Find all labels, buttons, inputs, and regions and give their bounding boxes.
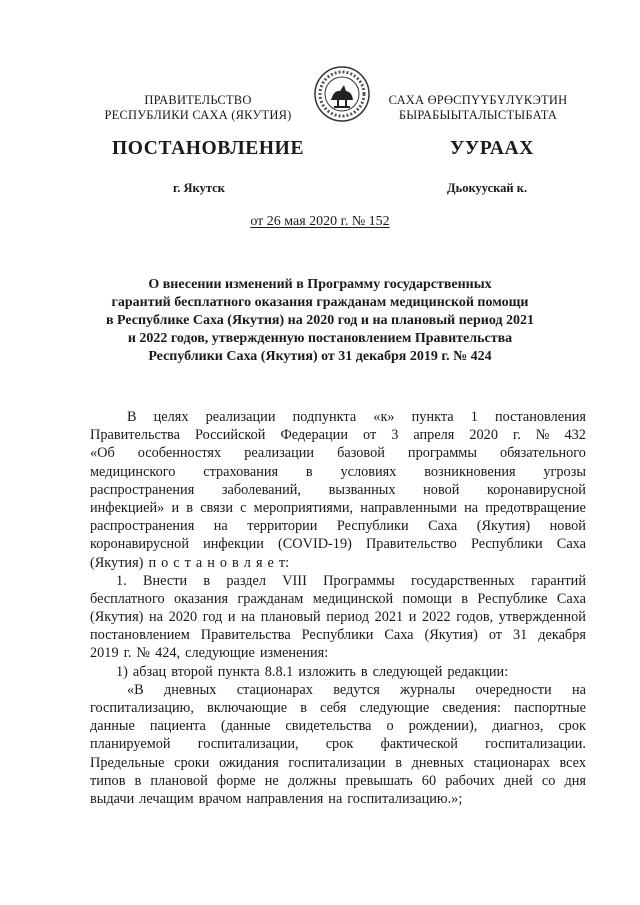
- body-word: дневных: [163, 681, 217, 698]
- body-word: рождении),: [408, 718, 478, 735]
- body-word: (Якутия): [90, 609, 144, 626]
- body-word: рабочих: [445, 772, 495, 789]
- body-word: 31: [513, 627, 528, 644]
- body-word: очередности: [475, 681, 552, 698]
- government-name-line-2: РЕСПУБЛИКИ САХА (ЯКУТИЯ): [104, 108, 292, 122]
- body-word: Республики: [301, 627, 374, 644]
- body-word: год: [202, 609, 223, 626]
- body-word: должны: [287, 772, 337, 789]
- body-word: изменения:: [259, 645, 329, 662]
- body-word: плановый: [260, 609, 321, 626]
- body-word: е: [267, 554, 274, 571]
- body-word: Саха: [556, 590, 586, 607]
- body-word: от: [362, 427, 377, 444]
- body-word: п: [148, 554, 157, 571]
- body-word: мероприятиями,: [253, 499, 354, 516]
- body-word: 424,: [155, 645, 181, 662]
- body-word: следующие: [359, 700, 430, 716]
- body-word: помощи: [402, 590, 452, 607]
- body-line: [90, 681, 586, 699]
- body-word: на: [149, 609, 164, 626]
- body-word: распространения: [90, 481, 195, 498]
- body-word: в: [461, 590, 469, 607]
- body-word: направленными: [360, 499, 457, 516]
- body-word: л: [243, 554, 251, 571]
- body-word: типов: [90, 772, 126, 789]
- body-line: [90, 535, 586, 553]
- body-word: VIII: [282, 572, 307, 589]
- body-line: [90, 554, 586, 572]
- body-word: включающие: [206, 700, 288, 716]
- body-word: в: [305, 463, 313, 480]
- body-word: свидетельства: [285, 718, 372, 735]
- body-word: в: [360, 663, 368, 680]
- body-word: возникновения: [424, 463, 516, 480]
- body-word: в: [395, 754, 403, 771]
- body-word: (Якутия): [476, 518, 531, 535]
- document-body: [90, 408, 586, 808]
- body-line: [90, 408, 586, 426]
- body-word: декабря: [538, 627, 586, 644]
- body-line: [90, 772, 586, 790]
- body-word: коронавирусной: [90, 536, 189, 553]
- body-word: госпитализацию,: [90, 700, 194, 716]
- body-word: лечащим: [139, 790, 194, 807]
- doc-type-russian: ПОСТАНОВЛЕНИЕ: [112, 138, 305, 159]
- title-line: в Республике Саха (Якутия) на 2020 год и на плановый период 2021: [105, 313, 535, 328]
- body-word: территории: [247, 518, 318, 535]
- government-name-line-1: ПРАВИТЕЛЬСТВО: [144, 93, 252, 107]
- body-word: Саха: [428, 518, 458, 535]
- body-word: пункта: [217, 663, 260, 680]
- body-word: на: [241, 609, 256, 626]
- body-word: о: [219, 554, 228, 571]
- body-word: угрозы: [543, 463, 586, 480]
- body-word: изложить: [298, 663, 356, 680]
- body-word: и: [171, 499, 180, 516]
- body-word: Республики: [336, 518, 409, 535]
- body-word: госпитализацию.»;: [347, 790, 463, 807]
- title-line: О внесении изменений в Программу государственных: [148, 277, 492, 292]
- body-word: о: [386, 718, 394, 735]
- body-line: [90, 754, 586, 772]
- body-line: [90, 572, 586, 590]
- body-word: 2019: [90, 645, 119, 662]
- body-word: срок: [558, 718, 586, 735]
- title-line: гарантий бесплатного оказания гражданам медицинской помощи: [111, 295, 529, 310]
- body-word: редакции:: [447, 663, 509, 680]
- body-word: госпитализации,: [197, 736, 299, 753]
- body-word: стационарах: [236, 681, 313, 698]
- body-word: постановлением: [90, 627, 190, 644]
- body-word: направления: [246, 790, 324, 807]
- body-word: предотвращение: [485, 499, 586, 516]
- body-line: [90, 663, 586, 681]
- body-word: связи: [200, 499, 233, 516]
- body-word: с: [173, 554, 180, 571]
- body-word: следующие: [185, 645, 255, 662]
- body-word: врачом: [198, 790, 242, 807]
- body-word: плановой: [150, 772, 208, 789]
- body-word: журналы: [400, 681, 456, 698]
- body-word: Правительства: [200, 627, 291, 644]
- body-line: [90, 717, 586, 735]
- body-line: [90, 735, 586, 753]
- body-line: [90, 644, 586, 662]
- body-word: новой: [549, 518, 586, 535]
- government-name-sakha-line-2: БЫРАБЫЫТАЛЫСТЫБАТА: [398, 108, 558, 122]
- government-name-russian: [93, 93, 303, 123]
- body-word: Саха: [556, 536, 586, 553]
- body-word: на: [328, 790, 343, 807]
- body-word: в: [300, 700, 307, 716]
- body-word: стационарах: [473, 754, 550, 771]
- body-word: 1: [470, 409, 478, 425]
- body-word: на: [213, 518, 228, 535]
- body-word: 60: [421, 772, 437, 789]
- body-word: выдачи: [90, 790, 135, 807]
- body-word: «к»: [373, 409, 395, 425]
- body-word: в: [134, 772, 142, 789]
- body-line: [90, 444, 586, 462]
- body-word: на: [571, 681, 586, 698]
- body-word: «Об: [90, 445, 115, 462]
- body-word: утвержденной: [498, 609, 586, 626]
- body-line: [90, 426, 586, 444]
- body-word: 1.: [116, 572, 127, 589]
- body-word: «В: [127, 681, 144, 698]
- title-line: Республики Саха (Якутия) от 31 декабря 2019 г. № 424: [148, 349, 492, 364]
- body-word: 2022: [422, 609, 451, 626]
- body-word: распространения: [90, 518, 195, 535]
- body-word: и: [408, 609, 417, 626]
- body-word: в: [203, 572, 211, 589]
- body-word: в: [186, 499, 194, 516]
- body-word: №: [535, 427, 550, 444]
- body-word: т: [184, 554, 191, 571]
- body-word: (данные: [220, 718, 271, 735]
- city-russian: г. Якутск: [173, 181, 225, 195]
- body-word: срок: [325, 736, 354, 753]
- body-word: пункта: [411, 409, 454, 425]
- body-word: реализации: [244, 445, 315, 462]
- body-word: сведения:: [442, 700, 501, 716]
- body-word: данные: [90, 718, 135, 735]
- body-line: [90, 608, 586, 626]
- body-word: подпункта: [292, 409, 357, 425]
- body-word: (Якутия): [90, 554, 144, 571]
- body-word: Республике: [477, 590, 548, 607]
- body-word: новой: [423, 481, 460, 498]
- body-word: условиях: [340, 463, 397, 480]
- body-word: следующей: [372, 663, 443, 680]
- body-word: годов,: [456, 609, 494, 626]
- body-word: В: [127, 409, 137, 425]
- body-word: особенностях: [137, 445, 222, 462]
- body-word: постановления: [494, 409, 586, 425]
- body-word: период: [326, 609, 370, 626]
- title-line: и 2022 годов, утвержденную постановлением Правительства: [127, 331, 513, 346]
- body-word: планируемой: [90, 736, 171, 753]
- body-word: Саха: [384, 627, 414, 644]
- body-word: целях: [153, 409, 189, 425]
- body-word: фактической: [380, 736, 458, 753]
- body-line: [90, 626, 586, 644]
- date-and-number: от 26 мая 2020 г. № 152: [250, 214, 390, 229]
- body-word: о: [161, 554, 169, 571]
- body-word: 1): [116, 663, 128, 680]
- body-word: дня: [564, 772, 586, 789]
- body-word: государственных: [410, 572, 515, 589]
- body-word: Программы: [323, 572, 395, 589]
- body-line: [90, 499, 586, 517]
- body-word: а: [195, 554, 203, 571]
- body-word: программы: [407, 445, 477, 462]
- body-word: второй: [171, 663, 213, 680]
- body-word: дневных: [411, 754, 465, 771]
- body-line: [90, 590, 586, 608]
- body-word: ведутся: [333, 681, 380, 698]
- body-word: Предельные: [90, 754, 165, 771]
- body-word: н: [207, 554, 215, 571]
- body-word: паспортные: [514, 700, 586, 716]
- body-word: себя: [320, 700, 347, 716]
- city-sakha: Дьокуускай к.: [447, 181, 528, 195]
- body-word: г.: [123, 645, 132, 662]
- body-word: страхования: [203, 463, 279, 480]
- body-word: обязательного: [499, 445, 586, 462]
- body-word: Федерации: [280, 427, 348, 444]
- body-word: инфекции: [203, 536, 264, 553]
- body-word: апреля: [413, 427, 455, 444]
- body-word: сроки: [174, 754, 210, 771]
- body-word: не: [264, 772, 279, 789]
- body-word: г.: [512, 427, 521, 444]
- document-title: [80, 276, 560, 366]
- body-word: Российской: [194, 427, 266, 444]
- body-word: заболеваний,: [221, 481, 302, 498]
- body-word: Внести: [142, 572, 188, 589]
- body-word: и: [227, 609, 236, 626]
- body-word: госпитализации: [288, 754, 386, 771]
- government-name-sakha: [373, 93, 583, 123]
- body-word: вызванных: [328, 481, 396, 498]
- body-word: 2020: [168, 609, 198, 626]
- body-word: реализации: [205, 409, 276, 425]
- body-word: с: [240, 499, 247, 516]
- coat-of-arms-emblem: [314, 66, 370, 122]
- doc-type-sakha: УУРААХ: [450, 138, 534, 159]
- government-name-sakha-line-1: САХА ӨРӨСПҮҮБҮЛҮКЭТИН: [388, 93, 568, 107]
- body-word: я: [255, 554, 263, 571]
- body-word: гражданам: [237, 590, 304, 607]
- body-word: Правительство: [365, 536, 457, 553]
- body-word: ожидания: [218, 754, 279, 771]
- body-word: (COVID-19): [278, 536, 352, 553]
- body-word: госпитализации.: [485, 736, 586, 753]
- body-word: пациента: [149, 718, 206, 735]
- body-line: [90, 481, 586, 499]
- body-line: [90, 517, 586, 535]
- body-word: 2020: [469, 427, 498, 444]
- body-word: 432: [564, 427, 586, 444]
- body-word: раздел: [226, 572, 266, 589]
- body-word: гарантий: [531, 572, 586, 589]
- body-word: инфекцией»: [90, 499, 165, 516]
- body-word: т:: [278, 554, 290, 571]
- body-word: на: [464, 499, 479, 516]
- body-word: со: [541, 772, 556, 789]
- body-word: Республики: [470, 536, 543, 553]
- body-line: [90, 790, 586, 808]
- body-word: Правительства: [90, 427, 180, 444]
- body-line: [90, 699, 586, 717]
- body-word: №: [136, 645, 151, 662]
- body-word: превышать: [345, 772, 413, 789]
- body-word: 8.8.1: [264, 663, 294, 680]
- body-word: 2021: [374, 609, 404, 626]
- body-word: всех: [559, 754, 586, 771]
- body-word: абзац: [132, 663, 167, 680]
- body-word: в: [232, 554, 239, 571]
- body-word: 3: [391, 427, 399, 444]
- body-line: [90, 463, 586, 481]
- body-word: дней: [503, 772, 533, 789]
- body-word: бесплатного: [90, 590, 165, 607]
- body-word: от: [488, 627, 503, 644]
- body-word: медицинской: [312, 590, 394, 607]
- body-word: базовой: [337, 445, 385, 462]
- body-word: диагноз,: [492, 718, 544, 735]
- body-word: коронавирусной: [486, 481, 586, 498]
- body-word: форме: [216, 772, 256, 789]
- body-word: медицинского: [90, 463, 176, 480]
- body-word: (Якутия): [424, 627, 478, 644]
- body-word: оказания: [173, 590, 229, 607]
